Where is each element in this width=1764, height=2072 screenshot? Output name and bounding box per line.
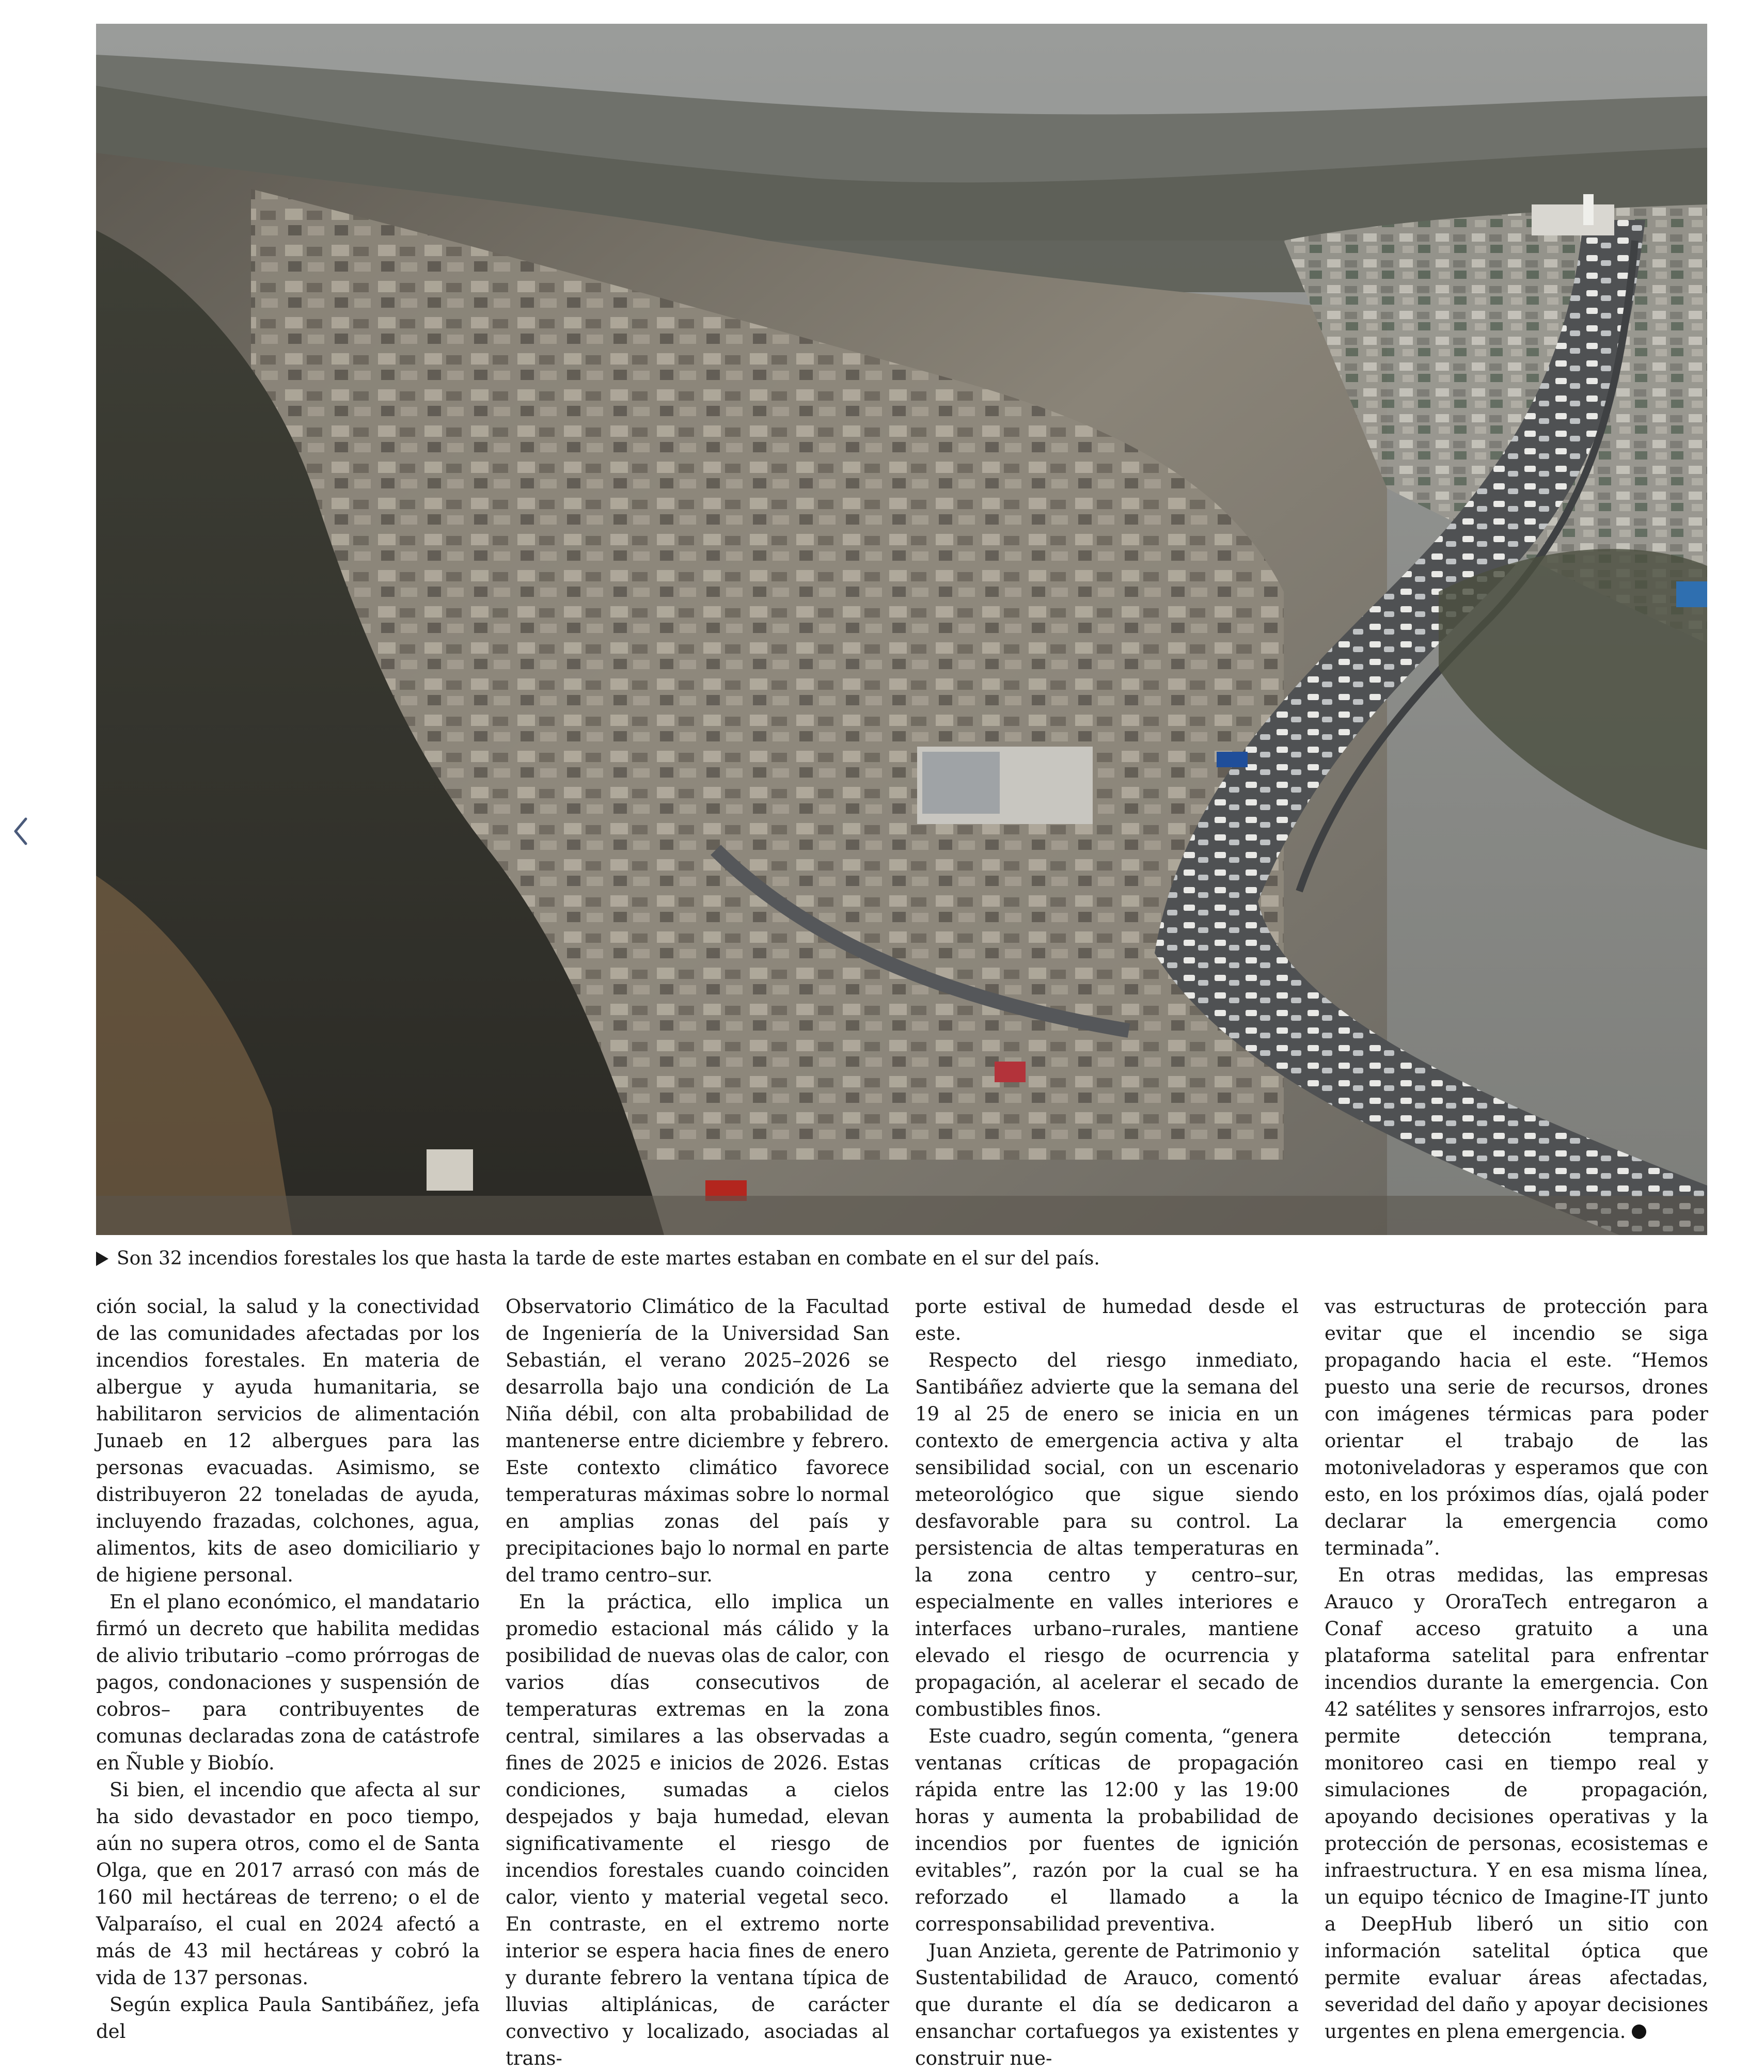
chevron-left-icon <box>12 817 29 846</box>
paragraph: En la práctica, ello implica un promedio estacional más cálido y la posibilidad de nuevas olas de calor, con varios días consecutivos de temperaturas extremas en la zona central, similares a las observadas a fines de 2025 e inicios de 2026. Estas condiciones, sumadas a cielos despejados y baja humedad, elevan significativamente el riesgo de incendios forestales cuando coinciden calor, viento y material vegetal seco. En contraste, en el extremo norte interior se espera hacia fines de enero y durante febrero la ventana típica de lluvias altiplánicas, de carácter convectivo y localizado, asociadas al trans- <box>506 1591 889 2069</box>
paragraph: Juan Anzieta, gerente de Patrimonio y Sustentabilidad de Arauco, comentó que durante el día se dedicaron a ensanchar cortafuegos ya existentes y construir nue- <box>915 1940 1299 2069</box>
caption-triangle-icon <box>96 1252 108 1266</box>
paragraph: Observatorio Climático de la Facultad de Ingeniería de la Universidad San Sebastián, el verano 2025–2026 se desarrolla bajo una condición de La Niña débil, con alta probabilidad de mantenerse entre diciembre y febrero. Este contexto climático favorece temperaturas máximas sobre lo normal en amplias zonas del país y precipitaciones bajo lo normal en parte del tramo centro–sur. <box>506 1295 889 1586</box>
paragraph: vas estructuras de protección para evitar que el incendio se siga propagando hacia el este. “Hemos puesto una serie de recursos, drones con imágenes térmicas para poder orientar el trabajo de las motoniveladoras y esperamos que con esto, en los próximos días, ojalá poder declarar la emergencia como terminada”. <box>1325 1295 1708 1559</box>
article-column-4 <box>1325 1293 1708 2043</box>
article-body <box>96 1293 1709 2069</box>
article-column-3 <box>915 1293 1299 2069</box>
burned-hillside-image <box>96 24 1707 1235</box>
paragraph: En otras medidas, las empresas Arauco y OroraTech entregaron a Conaf acceso gratuito a una plataforma satelital para enfrentar incendios durante la emergencia. Con 42 satélites y sensores infrarrojos, esto permite detección temprana, monitoreo casi en tiempo real y simulaciones de propagación, apoyando decisiones operativas y la protección de personas, ecosistemas e infraestructura. Y en esa misma línea, un equipo técnico de Imagine-IT junto a DeepHub liberó un sitio con información satelital óptica que permite evaluar áreas afectadas, severidad del daño y apoyar decisiones urgentes en plena emergencia. <box>1325 1564 1708 2043</box>
paragraph: En el plano económico, el mandatario firmó un decreto que habilita medidas de alivio tributario –como prórrogas de pagos, condonaciones y suspensión de cobros– para contribuyentes de comunas declaradas zona de catástrofe en Ñuble y Biobío. <box>96 1591 480 1774</box>
paragraph: Respecto del riesgo inmediato, Santibáñez advierte que la semana del 19 al 25 de enero se inicia en un contexto de emergencia activa y alta sensibilidad social, con un escenario meteorológico que sigue siendo desfavorable para su control. La persistencia de altas temperaturas en la zona centro y centro–sur, especialmente en valles interiores e interfaces urbano–rurales, mantiene elevado el riesgo de ocurrencia y propagación, al acelerar el secado de combustibles finos. <box>915 1349 1299 1720</box>
article-column-1 <box>96 1293 480 2043</box>
paragraph: porte estival de humedad desde el este. <box>915 1295 1299 1345</box>
paragraph: Si bien, el incendio que afecta al sur ha sido devastador en poco tiempo, aún no supera otros, como el de Santa Olga, que en 2017 arrasó con más de 160 mil hectáreas de terreno; o el de Valparaíso, el cual en 2024 afectó a más de 43 mil hectáreas y cobró la vida de 137 personas. <box>96 1779 480 1989</box>
previous-page-button[interactable] <box>6 808 35 855</box>
paragraph: Según explica Paula Santibáñez, jefa del <box>96 1994 480 2043</box>
end-of-article-dot-icon <box>1632 2024 1646 2039</box>
aerial-photo <box>96 24 1707 1235</box>
article-column-2 <box>506 1293 889 2069</box>
paragraph-final <box>1325 1562 1708 2045</box>
caption-text: Son 32 incendios forestales los que hasta la tarde de este martes estaban en combate en el sur del país. <box>117 1248 1100 1269</box>
paragraph: Este cuadro, según comenta, “genera ventanas críticas de propagación rápida entre las 12:00 y las 19:00 horas y aumenta la probabilidad de incendios por fuentes de ignición evitables”, razón por la cual se ha reforzado el llamado a la corresponsabilidad preventiva. <box>915 1725 1299 1935</box>
paragraph: ción social, la salud y la conectividad de las comunidades afectadas por los incendios forestales. En materia de albergue y ayuda humanitaria, se habilitaron servicios de alimentación Junaeb en 12 albergues para las personas evacuadas. Asimismo, se distribuyeron 22 toneladas de ayuda, incluyendo frazadas, colchones, agua, alimentos, kits de aseo domiciliario y de higiene personal. <box>96 1295 480 1586</box>
photo-caption <box>96 1243 1707 1274</box>
